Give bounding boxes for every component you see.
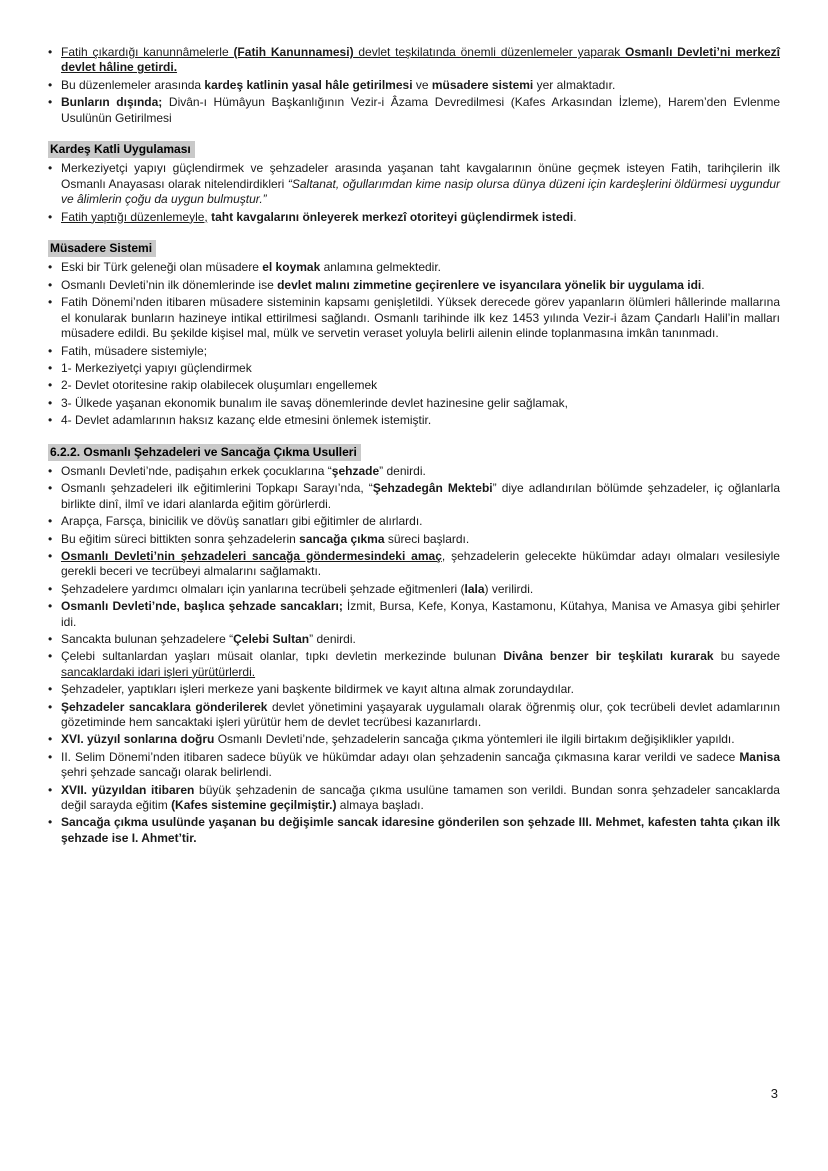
text-run: süreci başlardı.: [384, 531, 470, 546]
text-run: Sancağa çıkma usulünde yaşanan bu değişimle sancak idaresine gönderilen son şehzade III. Mehmet, kafesten tahta çıkan ilk şehzade ise I. Ahmet’tir.: [61, 815, 780, 845]
bullet-text: [61, 260, 780, 275]
bullet-item: [48, 210, 780, 225]
bullet-marker: •: [48, 45, 53, 59]
bullet-marker: •: [48, 209, 53, 224]
bullet-text: [61, 464, 780, 479]
bullet-text: [61, 378, 780, 393]
bullet-text: [61, 78, 780, 93]
text-run: Fatih Dönemi’nden itibaren müsadere sisteminin kapsamı genişletildi. Yüksek derecede görev yapanların ölümleri hâllerinde mallarına el konularak bunların hazineye intikal ettirilmesi sağlandı. Osmanlı tarihinde ilk kez 1453 yılında Vezir-i âzam Çandarlı Halil’in malları müsadere edildi. Bu şekilde kişisel mal, mülk ve servetin veraset yoluyla belirli ailenin elinde toplanmasına imkân tanınmadı.: [61, 295, 780, 341]
text-run: yer almaktadır.: [533, 77, 616, 92]
section-heading: Kardeş Katli Uygulaması: [48, 141, 195, 158]
bullet-item: [48, 45, 780, 76]
text-run: Osmanlı Devleti’nin ilk dönemlerinde ise: [61, 277, 278, 292]
text-run: “Saltanat, oğullarımdan kime nasip olursa dünya düzeni için kardeşlerini öldürmesi uygundur ve âlimlerin çoğu da uygun bulmuştur.”: [61, 176, 780, 207]
text-run: ) verilirdi.: [484, 581, 534, 596]
text-run: Bu eğitim süreci bittikten sonra şehzadelerin: [61, 531, 300, 546]
bullet-text: [61, 278, 780, 293]
text-run: Eski bir Türk geleneği olan müsadere: [61, 260, 263, 275]
bullet-item: [48, 464, 780, 479]
text-run: sancağa çıkma: [299, 531, 385, 546]
text-run: devlet teşkilatında önemli düzenlemeler yaparak: [353, 45, 626, 59]
text-run: 3- Ülkede yaşanan ekonomik bunalım ile savaş dönemlerinde devlet hazinesine gelir sağlamak,: [61, 395, 568, 410]
text-run: Fatih çıkardığı kanunnâmelerle: [61, 45, 234, 59]
bullet-item: [48, 413, 780, 428]
bullet-text: [61, 396, 780, 411]
bullet-item: [48, 295, 780, 341]
bullet-item: [48, 278, 780, 293]
bullet-marker: •: [48, 581, 53, 596]
text-run: (Kafes sistemine geçilmiştir.): [171, 798, 337, 813]
text-run: Manisa: [739, 749, 780, 764]
text-run: Osmanlı Devleti’ni merkezî devlet hâline getirdi.: [61, 45, 780, 75]
bullet-text: [61, 732, 780, 747]
bullet-text: [61, 161, 780, 207]
section-3: [48, 429, 780, 847]
bullet-marker: •: [48, 95, 53, 110]
bullet-marker: •: [48, 531, 53, 546]
text-run: anlamına gelmektedir.: [320, 260, 441, 275]
text-run: İzmit, Bursa, Kefe, Konya, Kastamonu, Kütahya, Manisa ve Amasya gibi şehirler idi.: [61, 599, 781, 629]
bullet-item: [48, 396, 780, 411]
text-run: taht kavgalarını önleyerek merkezî otoriteyi güçlendirmek istedi: [211, 209, 574, 224]
bullet-text: [61, 45, 780, 76]
bullet-item: [48, 344, 780, 359]
text-run: 1- Merkeziyetçi yapıyı güçlendirmek: [61, 360, 252, 375]
bullet-marker: •: [48, 360, 53, 375]
bullet-text: [61, 632, 780, 647]
bullet-marker: •: [48, 463, 53, 478]
text-run: Osmanlı Devleti’nde, başlıca şehzade sancakları;: [61, 599, 343, 614]
bullet-item: [48, 78, 780, 93]
text-run: Şehzadegân Mektebi: [372, 481, 493, 496]
text-run: , şehzadelerin gelecekte hükümdar adayı olmaları vesilesiyle gerekli beceri ve tecrübeyi almalarını sağlamaktı.: [61, 548, 780, 579]
bullet-text: [61, 532, 780, 547]
section-heading: Müsadere Sistemi: [48, 240, 156, 257]
bullet-item: [48, 599, 780, 630]
text-run: 4- Devlet adamlarının haksız kazanç elde etmesini önlemek istemiştir.: [61, 413, 432, 428]
bullet-item: [48, 549, 780, 580]
bullet-marker: •: [48, 649, 53, 664]
bullet-marker: •: [48, 481, 53, 496]
text-run: Şehzadeler, yaptıkları işleri merkeze yani başkente bildirmek ve kayıt altına almak zorundaydılar.: [61, 682, 574, 697]
bullet-text: [61, 413, 780, 428]
bullet-item: [48, 361, 780, 376]
bullet-marker: •: [48, 732, 53, 747]
text-run: almaya başladı.: [336, 798, 424, 813]
text-run: kardeş katlinin yasal hâle getirilmesi: [204, 77, 413, 92]
text-run: Fatih, müsadere sistemiyle;: [61, 343, 208, 358]
bullet-marker: •: [48, 277, 53, 292]
text-run: devlet yönetimini yaşayarak uygulamalı olarak öğrenmiş olur, çok tecrübeli devlet adamlarının gözetiminde hem sancaktaki işleri yürütür hem de devlet tecrübesi kazanırlardı.: [61, 699, 780, 730]
bullet-text: [61, 700, 780, 731]
bullet-text: [61, 549, 780, 580]
text-run: Şehzadeler sancaklara gönderilerek: [61, 699, 268, 714]
text-run: ve: [412, 77, 432, 92]
section-0: [48, 45, 780, 126]
section-1: [48, 126, 780, 225]
text-run: 2- Devlet otoritesine rakip olabilecek oluşumları engellemek: [61, 378, 378, 393]
bullet-item: [48, 161, 780, 207]
bullet-text: [61, 815, 780, 846]
text-run: Arapça, Farsça, binicilik ve dövüş sanatları gibi eğitimler de alırlardı.: [61, 514, 423, 529]
bullet-marker: •: [48, 632, 53, 646]
bullet-marker: •: [48, 699, 53, 714]
text-run: (Fatih Kanunnamesi): [233, 45, 354, 59]
bullet-text: [61, 344, 780, 359]
text-run: Çelebi sultanlardan yaşları müsait olanlar, tıpkı devletin merkezinde bulunan: [61, 649, 504, 664]
bullet-marker: •: [48, 682, 53, 697]
bullet-text: [61, 750, 780, 781]
bullet-text: [61, 481, 780, 512]
bullet-item: [48, 514, 780, 529]
bullet-marker: •: [48, 548, 53, 563]
bullet-text: [61, 682, 780, 697]
text-run: Bu düzenlemeler arasında: [61, 77, 205, 92]
text-run: II. Selim Dönemi’nden itibaren sadece büyük ve hükümdar adayı olan şehzadenin sancağa çıkmasına karar verildi ve sadece: [61, 749, 740, 764]
text-run: .: [573, 209, 577, 224]
bullet-text: [61, 783, 780, 814]
bullet-text: [61, 582, 780, 597]
text-run: şehri şehzade sancağı olarak belirlendi.: [61, 765, 272, 780]
bullet-item: [48, 260, 780, 275]
text-run: şehzade: [331, 463, 380, 478]
text-run: ” diye adlandırılan bölümde şehzadeler, iç oğlanlarla birlikte dinî, ilmî ve idari alanlarda eğitim görürlerdi.: [61, 481, 781, 511]
text-run: Bunların dışında;: [61, 95, 163, 110]
bullet-marker: •: [48, 782, 53, 797]
bullet-marker: •: [48, 161, 53, 176]
text-run: Çelebi Sultan: [233, 632, 310, 646]
text-run: sancaklardaki idari işleri yürütürlerdi.: [61, 664, 256, 679]
bullet-item: [48, 783, 780, 814]
text-run: Şehzadelere yardımcı olmaları için yanlarına tecrübeli şehzade eğitmenleri (: [61, 581, 465, 596]
bullet-marker: •: [48, 77, 53, 92]
bullet-text: [61, 210, 780, 225]
bullet-text: [61, 361, 780, 376]
document-content: [48, 45, 780, 846]
text-run: Merkeziyetçi yapıyı güçlendirmek ve şehzadeler arasında yaşanan taht kavgalarının önüne geçmek isteyen Fatih, tarihçilerin ilk Osmanlı Anayasası olarak nitelendirdikleri: [61, 161, 780, 191]
bullet-marker: •: [48, 815, 53, 830]
text-run: Osmanlı Devleti’nde, padişahın erkek çocuklarına “: [61, 463, 332, 478]
bullet-item: [48, 582, 780, 597]
bullet-item: [48, 95, 780, 126]
text-run: müsadere sistemi: [431, 77, 534, 92]
text-run: el koymak: [262, 260, 321, 275]
text-run: Divâna benzer bir teşkilatı kurarak: [503, 649, 714, 664]
bullet-text: [61, 514, 780, 529]
bullet-marker: •: [48, 343, 53, 358]
bullet-item: [48, 649, 780, 680]
bullet-text: [61, 649, 780, 680]
bullet-item: [48, 632, 780, 647]
text-run: Sancakta bulunan şehzadelere “: [61, 632, 234, 646]
bullet-text: [61, 95, 780, 126]
text-run: bu sayede: [713, 649, 781, 664]
section-2: [48, 225, 780, 428]
page-number: 3: [770, 1086, 778, 1101]
bullet-marker: •: [48, 413, 53, 428]
text-run: Divân-ı Hümâyun Başkanlığının Vezir-i Âzama Devredilmesi (Kafes Arkasından İzleme), Harem’den Evlenme Usulünün Getirilmesi: [61, 95, 780, 125]
text-run: büyük şehzadenin de sancağa çıkma usulüne tamamen son verildi. Bundan sonra şehzadeler sancaklarda değil sarayda eğitim: [61, 782, 780, 813]
section-heading: 6.2.2. Osmanlı Şehzadeleri ve Sancağa Çıkma Usulleri: [48, 444, 361, 461]
bullet-item: [48, 682, 780, 697]
text-run: .: [701, 277, 705, 292]
bullet-marker: •: [48, 395, 53, 410]
bullet-item: [48, 700, 780, 731]
bullet-item: [48, 481, 780, 512]
bullet-marker: •: [48, 260, 53, 275]
bullet-marker: •: [48, 599, 53, 614]
text-run: ” denirdi.: [379, 463, 426, 478]
text-run: devlet malını zimmetine geçirenlere ve isyancılara yönelik bir uygulama idi: [277, 277, 702, 292]
bullet-text: [61, 295, 780, 341]
text-run: Fatih yaptığı düzenlemeyle,: [61, 209, 208, 224]
bullet-item: [48, 378, 780, 393]
text-run: XVII. yüzyıldan itibaren: [61, 782, 195, 797]
bullet-item: [48, 732, 780, 747]
text-run: ” denirdi.: [309, 632, 356, 646]
bullet-item: [48, 750, 780, 781]
bullet-text: [61, 599, 780, 630]
bullet-item: [48, 815, 780, 846]
bullet-marker: •: [48, 514, 53, 529]
text-run: Osmanlı şehzadeleri ilk eğitimlerini Topkapı Sarayı’nda, “: [61, 481, 373, 496]
text-run: lala: [464, 581, 485, 596]
bullet-marker: •: [48, 749, 53, 764]
text-run: XVI. yüzyıl sonlarına doğru: [61, 732, 215, 747]
bullet-marker: •: [48, 378, 53, 393]
text-run: Osmanlı Devleti’nin şehzadeleri sancağa göndermesindeki amaç: [61, 548, 442, 563]
bullet-marker: •: [48, 295, 53, 310]
bullet-item: [48, 532, 780, 547]
text-run: Osmanlı Devleti’nde, şehzadelerin sancağa çıkma yöntemleri ile ilgili birtakım değişiklikler yapıldı.: [214, 732, 735, 747]
